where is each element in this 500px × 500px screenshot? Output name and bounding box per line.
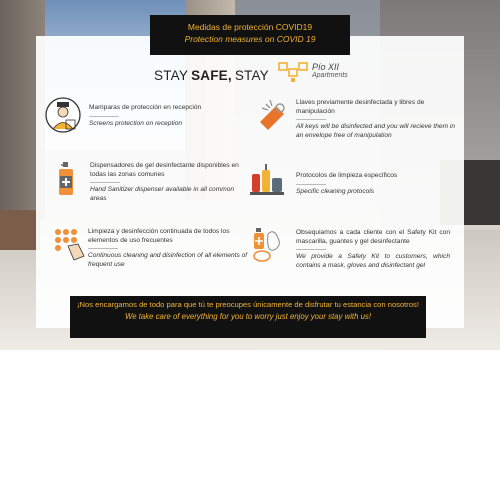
divider — [296, 184, 326, 185]
measure-en: We provide a Safety Kit to customers, which contains a mask, gloves and disinfectant gel — [296, 253, 450, 269]
logo-icon — [278, 60, 310, 84]
safety-kit-icon — [250, 226, 288, 264]
measure-en: Continuous cleaning and disinfection of all elements of frequent use — [88, 252, 248, 268]
footer-banner — [70, 296, 426, 338]
divider — [296, 249, 326, 250]
divider — [90, 182, 120, 183]
divider — [296, 119, 326, 120]
measure-es: Obsequiamos a cada cliente con el Safety Kit con mascarilla, guantes y gel desinfectante — [296, 229, 450, 245]
headline-stay-1: STAY — [154, 67, 189, 83]
measure-en: Screens protection on reception — [89, 119, 183, 127]
footer-spanish: ¡Nos encargamos de todo para que tú te preocupes únicamente de disfrutar tu estancia con nosotros! — [77, 300, 419, 309]
measure-es: Llaves previamente desinfectada y libres de manipulación — [296, 99, 425, 115]
measure-es: Protocolos de limpieza específicos — [296, 172, 398, 179]
headline-safe: SAFE, — [191, 67, 232, 83]
footer-english: We take care of everything for you to worry just enjoy your stay with us! — [125, 312, 371, 321]
divider — [89, 116, 119, 117]
divider — [88, 248, 118, 249]
measure-es: Mamparas de protección en recepción — [89, 104, 202, 111]
title-english: Protection measures on COVID 19 — [184, 34, 316, 44]
brand-logo — [278, 60, 368, 88]
info-panel — [36, 36, 464, 328]
title-spanish: Medidas de protección COVID19 — [187, 22, 313, 32]
measure-en: All keys will be disinfected and you will recieve them in an envelope free of manipulation — [296, 123, 456, 139]
keys-icon — [254, 96, 292, 134]
receptionist-icon — [44, 96, 82, 134]
title-banner — [150, 15, 350, 55]
headline-stay-2: STAY — [234, 67, 269, 83]
sanitizer-dispenser-icon — [48, 160, 86, 198]
measure-es: Dispensadores de gel desinfectante disponibles en todas las zonas comunes — [90, 162, 239, 178]
logo-subtitle: Apartments — [312, 72, 348, 79]
bedside-table — [0, 210, 40, 250]
cleaning-supplies-icon — [248, 160, 286, 198]
logo-name: Pío XII — [312, 62, 340, 72]
touch-buttons-icon — [52, 226, 90, 264]
measure-en: Specific cleaning protocols — [296, 187, 375, 195]
measure-en: Hand Sanitizer dispenser available in all common areas — [90, 186, 235, 202]
headline — [154, 64, 269, 86]
measure-es: Limpieza y desinfección continuada de todos los elementos de uso frecuentes — [88, 228, 230, 244]
